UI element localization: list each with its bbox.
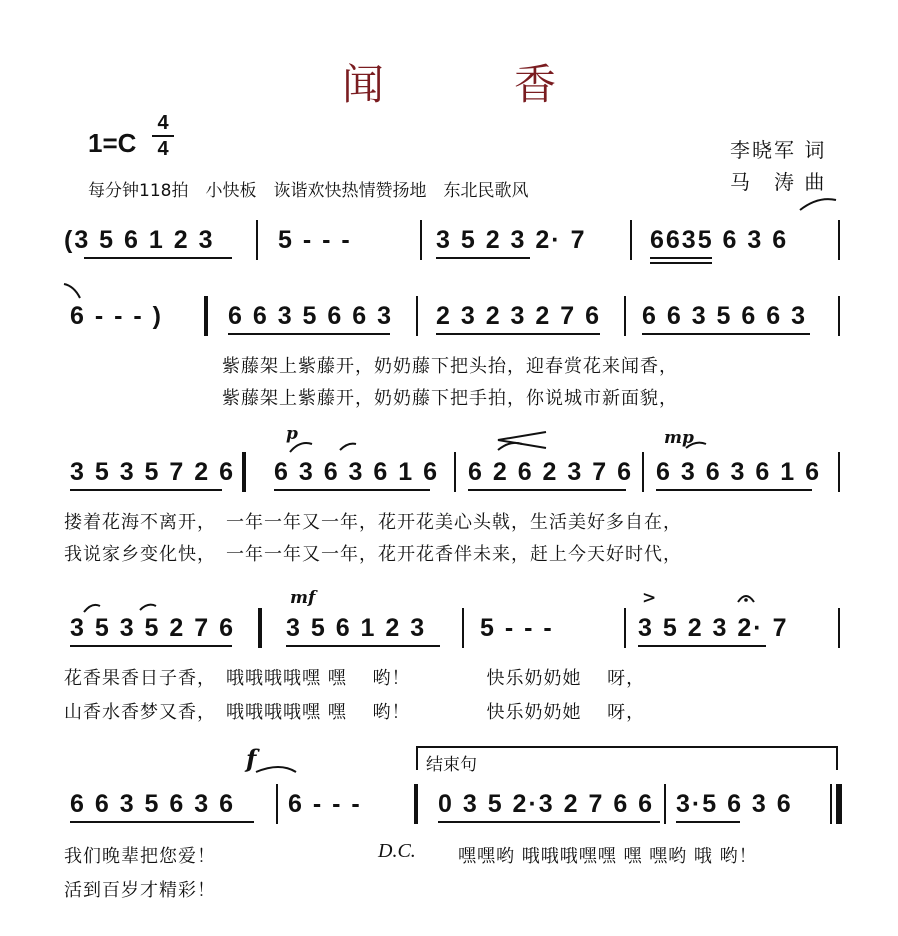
- lyric-verse-1: 我们晚辈把您爱！: [64, 846, 216, 867]
- measure: (3 5 6 1 2 3: [64, 226, 215, 254]
- measure: 3·5 6 3 6: [676, 790, 793, 818]
- ending-label: 结束句: [426, 755, 477, 775]
- measure: 5 - - -: [480, 614, 554, 642]
- measure: 5 - - -: [278, 226, 352, 254]
- tempo-marking: 每分钟118拍 小快板 诙谐欢快热情赞扬地 东北民歌风: [88, 181, 529, 201]
- dynamic-f: f: [246, 744, 257, 773]
- measure: 6 2 6 2 3 7 6: [468, 458, 634, 486]
- measure: 3 5 2 3 2· 7: [638, 614, 789, 642]
- da-capo-mark: D.C.: [378, 840, 416, 862]
- time-signature-top: 4: [157, 112, 169, 134]
- slur-arc: [84, 605, 100, 612]
- measure: 6635 6 3 6: [650, 226, 789, 254]
- fermata-dot: [744, 598, 748, 602]
- key-signature: 1=C: [88, 128, 137, 158]
- accent-mark: >: [642, 588, 657, 608]
- slur-arc: [256, 767, 296, 772]
- measure: 6 6 3 5 6 6 3: [642, 302, 808, 330]
- dynamic-p: p: [286, 424, 298, 444]
- measure: 6 - - - ): [70, 302, 163, 330]
- measure: 6 3 6 3 6 1 6: [656, 458, 822, 486]
- lyric-ending: 嘿嘿哟 哦哦哦嘿嘿 嘿 嘿哟 哦 哟！: [458, 846, 758, 867]
- tie-arc: [800, 199, 836, 210]
- lyric-verse-2: 我说家乡变化快， 一年一年又一年，花开花香伴未来，赶上今天好时代，: [64, 544, 682, 565]
- lyric-verse-1: 紫藤架上紫藤开，奶奶藤下把头抬，迎春赏花来闻香，: [222, 356, 678, 377]
- lyric-verse-2: 山香水香梦又香， 哦哦哦哦嘿 嘿 哟！ 快乐奶奶她 呀，: [64, 702, 646, 723]
- song-title: 闻 香: [341, 60, 600, 109]
- time-signature-bottom: 4: [157, 138, 169, 160]
- dynamic-mp: mp: [664, 428, 694, 448]
- composer-credit: 马 涛 曲: [730, 170, 827, 194]
- lyric-verse-2: 活到百岁才精彩！: [64, 880, 216, 901]
- slur-arc: [290, 443, 312, 452]
- lyric-verse-2: 紫藤架上紫藤开，奶奶藤下把手拍，你说城市新面貌，: [222, 388, 678, 409]
- lyric-verse-1: 搂着花海不离开， 一年一年又一年，花开花美心头戟，生活美好多自在，: [64, 512, 682, 533]
- lyric-verse-1: 花香果香日子香， 哦哦哦哦嘿 嘿 哟！ 快乐奶奶她 呀，: [64, 668, 646, 689]
- measure: 6 6 3 5 6 6 3: [228, 302, 394, 330]
- slur-arc: [686, 443, 706, 448]
- measure: 6 6 3 5 6 3 6: [70, 790, 236, 818]
- measure: 3 5 3 5 2 7 6: [70, 614, 236, 642]
- measure: 3 5 6 1 2 3: [286, 614, 427, 642]
- slur-arc: [340, 444, 356, 450]
- measure: 2 3 2 3 2 7 6: [436, 302, 602, 330]
- tie-arc: [64, 284, 80, 298]
- measure: 3 5 3 5 7 2 6: [70, 458, 236, 486]
- measure: 6 - - -: [288, 790, 362, 818]
- measure: 6 3 6 3 6 1 6: [274, 458, 440, 486]
- dynamic-mf: mf: [290, 588, 316, 608]
- measure: 0 3 5 2·3 2 7 6 6: [438, 790, 655, 818]
- slur-arc: [140, 605, 156, 610]
- lyricist-credit: 李晓军 词: [730, 138, 827, 162]
- measure: 3 5 2 3 2· 7: [436, 226, 587, 254]
